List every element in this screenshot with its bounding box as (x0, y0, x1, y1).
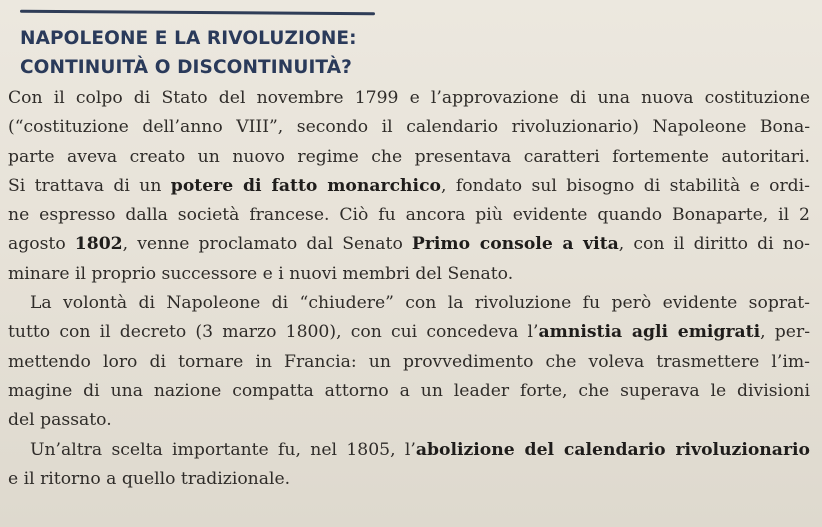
text-line (8, 289, 810, 318)
text-run: La volontà di Napoleone di “chiudere” con la rivoluzione fu però evidente soprat- (30, 293, 810, 314)
text-line (8, 84, 810, 113)
heading-line-2: CONTINUITÀ O DISCONTINUITÀ? (20, 57, 352, 78)
text-run: mettendo loro di tornare in Francia: un provvedimento che voleva trasmettere l’im- (8, 351, 810, 372)
text-run: tutto con il decreto (3 marzo 1800), con cui concedeva l’ (8, 322, 539, 343)
text-line (8, 143, 810, 172)
text-line (8, 436, 810, 465)
body-text (8, 84, 810, 494)
bold-phrase: amnistia agli emigrati (538, 322, 761, 343)
text-line (8, 377, 810, 406)
text-line (8, 230, 810, 259)
text-line (8, 318, 810, 347)
heading-rule (20, 10, 375, 15)
text-run: magine di una nazione compatta attorno a un leader forte, che superava le divisioni (8, 380, 810, 401)
text-run: Con il colpo di Stato del novembre 1799 e l’approvazione di una nuova costituzione (8, 88, 810, 108)
text-run: Si trattava di un (8, 175, 171, 196)
bold-phrase: Primo console a vita (411, 234, 619, 255)
text-line (8, 348, 810, 377)
bold-phrase: 1802 (74, 234, 123, 255)
paragraph (8, 289, 810, 435)
text-run: agosto (8, 234, 75, 255)
text-line (8, 406, 810, 435)
heading-line-1: NAPOLEONE E LA RIVOLUZIONE: (20, 28, 357, 49)
text-run: e il ritorno a quello tradizionale. (8, 468, 291, 489)
text-run: , per- (760, 322, 811, 343)
paragraph (8, 436, 810, 495)
bold-phrase: abolizione del calendario rivoluzionario (415, 439, 810, 460)
text-run: , con il diritto di no- (618, 234, 810, 255)
text-run: , fondato sul bisogno di stabilità e ordi- (441, 175, 810, 196)
text-line (8, 465, 810, 494)
text-line (8, 172, 810, 201)
text-run: parte aveva creato un nuovo regime che presentava caratteri fortemente autoritari. (8, 146, 810, 167)
text-run: minare il proprio successore e i nuovi membri del Senato. (8, 263, 514, 284)
section-heading (20, 24, 357, 82)
text-run: del passato. (8, 410, 112, 431)
text-line (8, 201, 810, 230)
text-run: Un’altra scelta importante fu, nel 1805, l’ (30, 439, 416, 460)
text-run: (“costituzione dell’anno VIII”, secondo il calendario rivoluzionario) Napoleone Bona- (8, 117, 810, 138)
text-run: ne espresso dalla società francese. Ciò fu ancora più evidente quando Bonaparte, il 2 (8, 205, 810, 226)
paragraph (8, 84, 810, 289)
text-line (8, 260, 810, 289)
bold-phrase: potere di fatto monarchico (170, 175, 441, 196)
text-line (8, 113, 810, 142)
text-run: , venne proclamato dal Senato (122, 234, 412, 255)
